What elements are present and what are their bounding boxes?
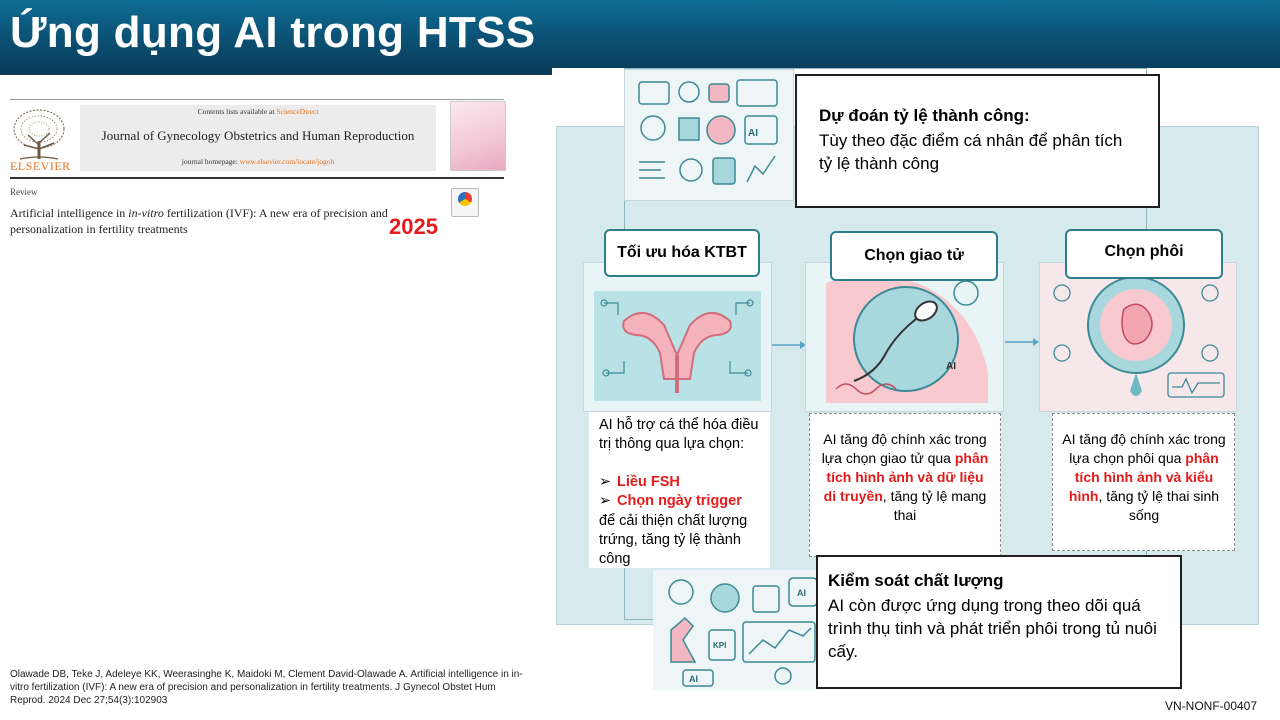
check-for-updates-badge[interactable] [451, 188, 479, 217]
uterus-illustration [583, 262, 772, 412]
bullet-arrow-icon: ➢ [599, 493, 612, 509]
lab-image [653, 570, 825, 690]
quality-title: Kiểm soát chất lượng [828, 571, 1004, 590]
ai-icons-image [625, 70, 793, 200]
sperm-illustration [805, 262, 1004, 412]
svg-text:AI: AI [689, 674, 698, 684]
title-part: fertilization (IVF): A new era of precision and personalization in fertility treatments [10, 206, 388, 236]
homepage-line [80, 157, 436, 166]
divider [10, 99, 504, 100]
embryo-illustration [1039, 262, 1237, 412]
arrow-icon [1003, 330, 1043, 350]
desc-text: , tăng tỷ lệ thai sinh sống [1098, 488, 1220, 523]
quality-control-box [816, 555, 1182, 689]
stage-label-ovarian-stimulation: Tối ưu hóa KTBT [604, 229, 760, 277]
desc-text: AI tăng độ chính xác trong lựa chọn phôi qua [1062, 431, 1226, 466]
desc-text: AI tăng độ chính xác trong lựa chọn giao tử qua [821, 431, 987, 466]
homepage-prefix: journal homepage: [181, 157, 240, 166]
title-part: Artificial intelligence in [10, 206, 129, 220]
stage-3-description [1052, 413, 1235, 551]
document-code: VN-NONF-00407 [1165, 699, 1258, 713]
embryo-image [1040, 263, 1236, 411]
homepage-link[interactable]: www.elsevier.com/locate/jogoh [239, 157, 335, 166]
journal-header [10, 99, 504, 179]
divider [10, 177, 504, 179]
svg-text:AI: AI [748, 128, 758, 139]
citation: Olawade DB, Teke J, Adeleye KK, Weerasinghe K, Maidoki M, Clement David-Olawade A. Artificial intelligence in in-vitro fertilization (IVF): A new era of precision and personalization in fertility treatments. J Gynecol Obstet Hum Reprod. 2024 Dec 27;54(3):102903 [10, 669, 523, 706]
check-updates-icon [458, 192, 472, 206]
svg-text:AI: AI [797, 588, 806, 598]
prediction-title: Dự đoán tỷ lệ thành công: [819, 106, 1030, 125]
stage-label-gamete-selection: Chọn giao tử [830, 231, 998, 281]
prediction-body: Tùy theo đặc điểm cá nhân để phân tích tỷ lệ thành công [819, 131, 1123, 173]
contents-line [80, 107, 436, 116]
stage-1-bullet [599, 473, 680, 492]
stage-label-embryo-selection: Chọn phôi [1065, 229, 1223, 279]
lab-monitoring-illustration [653, 570, 825, 690]
journal-name: Journal of Gynecology Obstetrics and Human Reproduction [101, 128, 415, 143]
ai-dashboard-illustration [624, 69, 794, 201]
stage-3-text [1061, 430, 1227, 525]
arrow-icon [770, 330, 810, 350]
bullet-text: Liều FSH [617, 474, 680, 490]
stage-2-text [820, 430, 990, 525]
contents-prefix: Contents lists available at [197, 107, 277, 116]
publisher-name: ELSEVIER [10, 159, 71, 173]
sperm-image [806, 263, 1003, 411]
stage-2-description [809, 413, 1001, 557]
article-title [10, 205, 440, 237]
svg-text:KPI: KPI [713, 641, 727, 650]
publication-year: 2025 [389, 214, 438, 239]
stage-1-intro: AI hỗ trợ cá thể hóa điều trị thông qua lựa chọn: [599, 417, 759, 452]
title-bar [0, 0, 1280, 75]
article-section-label: Review [10, 187, 38, 197]
prediction-box [795, 74, 1160, 208]
bullet-text: Chọn ngày trigger [617, 493, 742, 509]
desc-highlight: phân tích hình ảnh và dữ liệu di truyền [823, 450, 989, 504]
desc-text: , tăng tỷ lệ mang thai [882, 488, 987, 523]
journal-title-box [80, 105, 436, 171]
desc-highlight: phân tích hình ảnh và kiểu hình [1068, 450, 1219, 504]
title-italic: in-vitro [128, 206, 164, 220]
quality-body: AI còn được ứng dụng trong theo dõi quá trình thụ tinh và phát triển phôi trong tủ nuôi cấy. [828, 596, 1157, 661]
stage-1-outro: để cải thiện chất lượng trứng, tăng tỷ lệ thành công [599, 513, 748, 567]
journal-cover-thumbnail [450, 101, 506, 171]
stage-1-description [589, 412, 770, 568]
bullet-arrow-icon: ➢ [599, 474, 612, 490]
svg-text:AI: AI [946, 361, 956, 372]
sciencedirect-link[interactable]: ScienceDirect [276, 107, 319, 116]
slide-title: Ứng dụng AI trong HTSS [10, 8, 536, 57]
uterus-image [584, 263, 771, 411]
stage-1-bullet [599, 492, 742, 511]
